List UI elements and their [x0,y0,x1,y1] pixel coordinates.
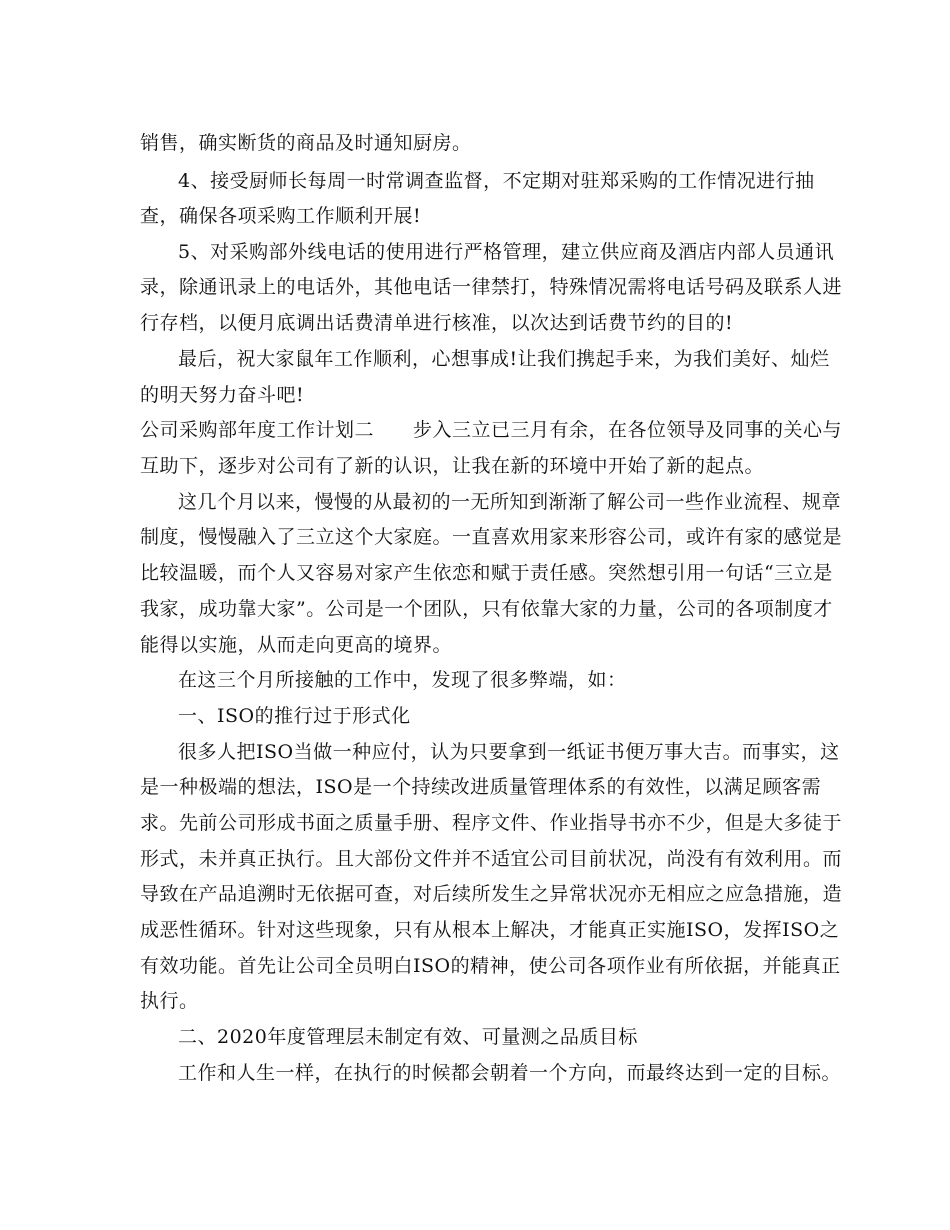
text-line: 4、接受厨师长每周一时常调查监督，不定期对驻郑采购的工作情况进行抽 [178,170,815,192]
subheading: 二、2020年度管理层未制定有效、可量测之品质目标 [178,1026,638,1048]
text-line: 行存档，以便月底调出话费清单进行核准，以次达到话费节约的目的! [140,312,734,334]
text-line: 执行。 [140,990,199,1012]
subheading: 一、ISO的推行过于形式化 [178,705,411,727]
text-line: 在这三个月所接触的工作中，发现了很多弊端，如： [178,669,627,691]
text-line: 工作和人生一样，在执行的时候都会朝着一个方向，而最终达到一定的目标。 [178,1062,842,1084]
text-line: 销售，确实断货的商品及时通知厨房。 [140,132,472,154]
text-line: 录，除通讯录上的电话外，其他电话一律禁打，特殊情况需将电话号码及联系人进 [140,276,843,298]
text-line: 查，确保各项采购工作顺利开展! [140,205,422,227]
text-line: 成恶性循环。针对这些现象，只有从根本上解决，才能真正实施ISO，发挥ISO之 [140,919,840,941]
text-line: 的明天努力奋斗吧! [140,384,305,406]
text-line: 导致在产品追溯时无依据可查，对后续所发生之异常状况亦无相应之应急措施，造 [140,883,843,905]
text-line: 制度，慢慢融入了三立这个大家庭。一直喜欢用家来形容公司，或许有家的感觉是 [140,526,843,548]
text-line: 求。先前公司形成书面之质量手册、程序文件、作业指导书亦不少，但是大多徒于 [140,812,843,834]
text-line: 比较温暖，而个人又容易对家产生依恋和赋于责任感。突然想引用一句话“三立是 [140,562,833,584]
text-line: 有效功能。首先让公司全员明白ISO的精神，使公司各项作业有所依据，并能真正 [140,955,841,977]
text-line: 互助下，逐步对公司有了新的认识，让我在新的环境中开始了新的起点。 [140,455,765,477]
text-line: 形式，未并真正执行。且大部份文件并不适宜公司目前状况，尚没有有效利用。而 [140,848,843,870]
text-line: 很多人把ISO当做一种应付，认为只要拿到一纸证书便万事大吉。而事实，这 [178,741,840,763]
text-line: 5、对采购部外线电话的使用进行严格管理，建立供应商及酒店内部人员通讯 [178,241,835,263]
text-line: 这几个月以来，慢慢的从最初的一无所知到渐渐了解公司一些作业流程、规章 [178,491,842,513]
section-heading: 公司采购部年度工作计划二 步入三立已三月有余，在各位领导及同事的关心与 [140,419,843,441]
text-line: 是一种极端的想法，ISO是一个持续改进质量管理体系的有效性，以满足顾客需 [140,776,822,798]
text-line: 能得以实施，从而走向更高的境界。 [140,634,453,656]
text-line: 我家，成功靠大家”。公司是一个团队，只有依靠大家的力量，公司的各项制度才 [140,598,833,620]
text-line: 最后，祝大家鼠年工作顺利，心想事成!让我们携起手来，为我们美好、灿烂 [178,348,830,370]
